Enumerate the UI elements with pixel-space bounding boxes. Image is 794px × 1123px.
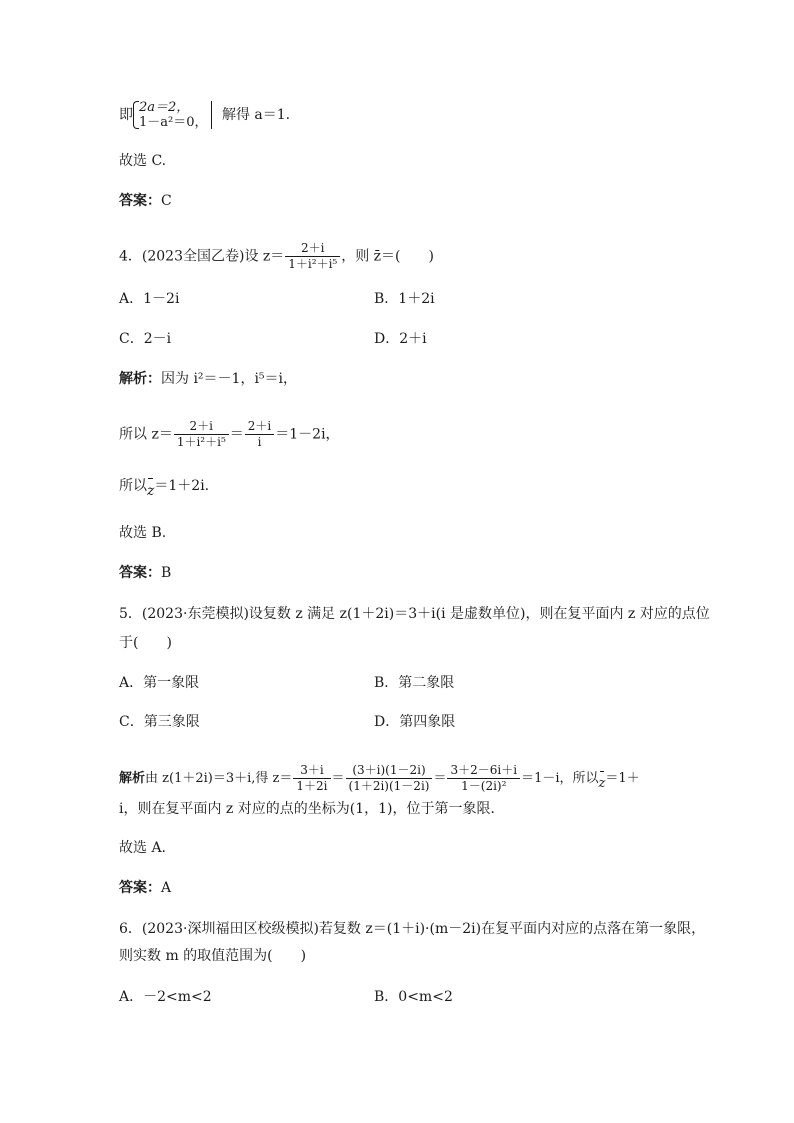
q3-eq1: 2a＝2， xyxy=(139,100,190,115)
q5-stem-line1: 5．(2023·东莞模拟)设复数 z 满足 z(1＋2i)＝3＋i(i 是虚数单位)，则在复平面内 z 对应的点位 xyxy=(119,606,710,622)
answer-label: 答案： xyxy=(119,565,161,581)
analysis-text: ＝1－i，所以 xyxy=(521,771,599,786)
q6-option-b[interactable] xyxy=(374,987,453,1007)
conjugate-z: z xyxy=(599,774,606,794)
q4-analysis-1 xyxy=(119,369,297,389)
q5-option-b[interactable] xyxy=(374,673,454,693)
option-text: 第一象限 xyxy=(143,675,200,691)
answer-value: A xyxy=(161,880,172,896)
fraction xyxy=(346,763,433,794)
option-text: 0<m<2 xyxy=(398,989,453,1005)
q4-option-b[interactable] xyxy=(374,289,435,309)
q5-analysis-1: 解析由 z(1＋2i)＝3＋i,得 z＝ $\frac{3+i}{1+2i}$ ＝ $\frac{(3+i)(1-2i)}{(1+2i)(1-2i)}$ ＝ $\frac{3+2-6i+i}{\text{1－(2i)²}}$ ＝1－i，所以z＝1＋ xyxy=(119,763,640,793)
q3-prefix: 即 xyxy=(119,107,133,123)
fraction-denominator: 1＋i²＋i⁵ xyxy=(176,435,226,449)
q6-option-a[interactable] xyxy=(119,987,212,1007)
q3-system-line xyxy=(119,100,290,130)
answer-value: C xyxy=(161,193,172,209)
answer-label: 答案： xyxy=(119,880,161,896)
fraction xyxy=(245,419,274,450)
analysis-suffix: ＝1－2i， xyxy=(275,426,340,443)
q4-option-c[interactable] xyxy=(119,329,171,349)
option-label: D． xyxy=(374,714,400,730)
q5-option-a[interactable] xyxy=(119,673,199,693)
q4-option-d[interactable] xyxy=(374,329,427,349)
q4-stem-prefix: 4．(2023全国乙卷)设 z＝ xyxy=(119,248,285,265)
analysis-text: 因为 i²＝－1，i⁵＝i， xyxy=(161,371,298,387)
option-text: 第四象限 xyxy=(399,714,456,730)
option-label: A． xyxy=(119,291,144,307)
option-text: －2<m<2 xyxy=(143,989,212,1005)
q3-result: 解得 a＝1. xyxy=(221,107,291,123)
analysis-label: 解析 xyxy=(119,771,146,786)
option-text: 2－i xyxy=(143,331,172,347)
fraction-numerator: 2＋i xyxy=(245,419,274,435)
option-label: A． xyxy=(119,675,144,691)
fraction-denominator: 1＋2i xyxy=(296,779,328,793)
fraction-numerator: 2＋i xyxy=(285,241,340,257)
q6-stem-line1: 6．(2023·深圳福田区校级模拟)若复数 z＝(1＋i)·(m－2i)在复平面内对应的点落在第一象限， xyxy=(119,921,706,937)
fraction-numerator: 3＋i xyxy=(293,763,330,779)
q4-analysis-2: 所以 z＝ $\frac{2+i}{\text{1＋i²＋i⁵}}$ ＝ $\frac{2+i}{i}$ ＝1－2i， xyxy=(119,419,340,449)
q6-stem-line2: 则实数 m 的取值范围为( ) xyxy=(119,948,307,964)
q3-equation-system xyxy=(133,100,208,130)
option-text: 1＋2i xyxy=(398,291,435,307)
q4-stem-suffix: ，则 z̄＝( ) xyxy=(341,248,434,265)
q4-answer xyxy=(119,563,171,583)
option-label: B． xyxy=(374,675,399,691)
q3-answer xyxy=(119,191,172,211)
option-label: B． xyxy=(374,291,399,307)
q4-option-a[interactable] xyxy=(119,289,179,309)
fraction-denominator: (1＋2i)(1－2i) xyxy=(348,779,430,793)
analysis-label: 解析： xyxy=(119,371,161,387)
q4-analysis-3 xyxy=(119,476,209,501)
option-label: A． xyxy=(119,989,144,1005)
fraction-numerator: 2＋i xyxy=(174,419,229,435)
fraction-denominator: i xyxy=(257,435,262,449)
q4-choose: 故选 B. xyxy=(119,525,167,541)
q5-option-c[interactable] xyxy=(119,712,200,732)
fraction-numerator: 3＋2－6i＋i xyxy=(447,763,520,779)
option-label: C． xyxy=(119,714,144,730)
option-label: D． xyxy=(374,331,400,347)
option-text: 2＋i xyxy=(399,331,427,347)
answer-value: B xyxy=(161,565,172,581)
option-text: 第二象限 xyxy=(398,675,455,691)
q5-choose: 故选 A. xyxy=(119,840,167,856)
fraction-numerator: (3＋i)(1－2i) xyxy=(346,763,433,779)
analysis-prefix: 所以 z＝ xyxy=(119,426,173,443)
option-label: C． xyxy=(119,331,144,347)
q5-answer xyxy=(119,878,171,898)
q5-stem-line2: 于( ) xyxy=(119,635,172,651)
q4-stem xyxy=(119,241,434,272)
option-text: 第三象限 xyxy=(143,714,200,730)
analysis-text: ＝1＋ xyxy=(605,771,640,786)
q3-eq2: 1－a²＝0， xyxy=(139,115,208,130)
q3-choose: 故选 C. xyxy=(119,153,167,169)
option-text: 1－2i xyxy=(143,291,180,307)
analysis-text: 由 z(1＋2i)＝3＋i,得 z＝ xyxy=(145,771,293,786)
analysis-prefix: 所以 xyxy=(119,478,147,494)
analysis-suffix: ＝1＋2i. xyxy=(154,478,210,494)
conjugate-z: z xyxy=(147,483,155,499)
q5-option-d[interactable] xyxy=(374,712,455,732)
fraction xyxy=(174,419,229,450)
fraction-denominator: 1－(2i)² xyxy=(461,779,507,793)
option-label: B． xyxy=(374,989,399,1005)
q4-fraction xyxy=(285,241,340,272)
fraction xyxy=(447,763,520,794)
fraction-denominator: 1＋i²＋i⁵ xyxy=(288,257,338,271)
fraction xyxy=(293,763,330,794)
answer-label: 答案： xyxy=(119,193,161,209)
q5-analysis-2: i，则在复平面内 z 对应的点的坐标为(1，1)，位于第一象限． xyxy=(119,801,505,817)
